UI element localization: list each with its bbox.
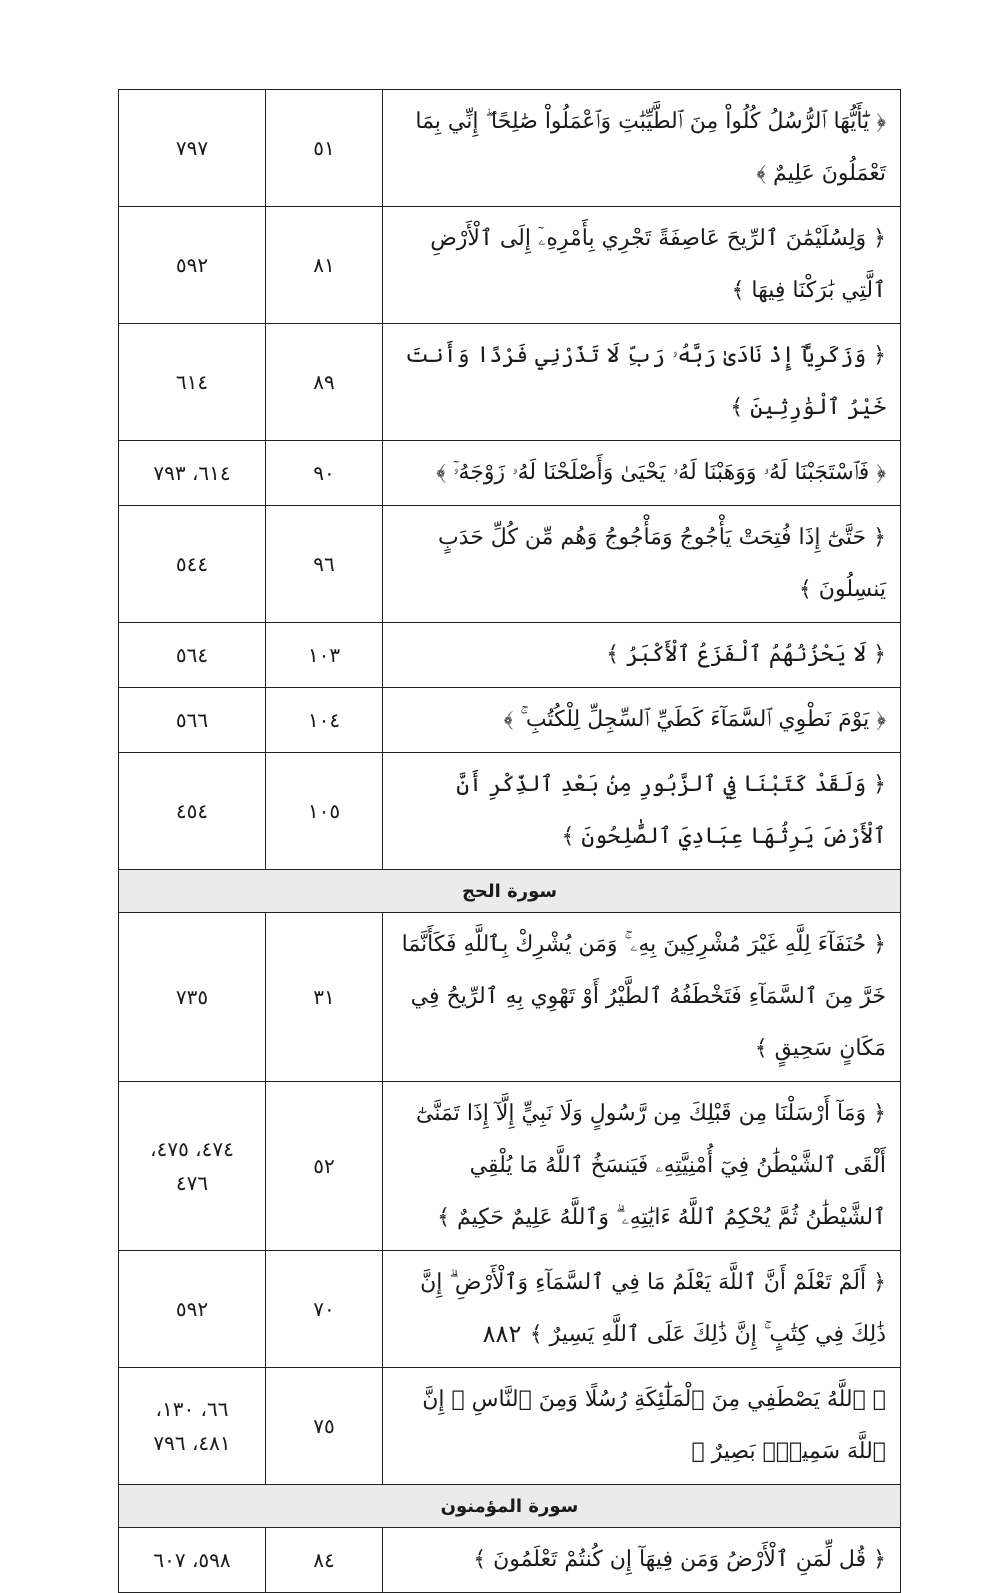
table-row — [119, 1082, 901, 1251]
verse-text: ﴿ يَوْمَ نَطْوِي ٱلسَّمَآءَ كَطَيِّ ٱلسِّجِلِّ لِلْكُتُبِ ۚ ﴾ — [383, 688, 901, 753]
verse-number: ٨٤ — [266, 1528, 383, 1593]
verse-number: ١٠٤ — [266, 688, 383, 753]
verse-number: ٧٥ — [266, 1368, 383, 1485]
page-references: ٦١٤، ٧٩٣ — [119, 441, 266, 506]
verse-number: ٨٩ — [266, 324, 383, 441]
table-row — [119, 506, 901, 623]
verse-index-table — [118, 89, 901, 1593]
page-references: ٥٩٢ — [119, 207, 266, 324]
verse-text: ﴿ حُنَفَآءَ لِلَّهِ غَيْرَ مُشْرِكِينَ بِهِۦ ۚ وَمَن يُشْرِكْ بِٱللَّهِ فَكَأَنَّمَا خَرَّ مِنَ ٱلسَّمَآءِ فَتَخْطَفُهُ ٱلطَّيْرُ أَوْ تَهْوِي بِهِ ٱلرِّيحُ فِي مَكَانٍ سَحِيقٍ ﴾ — [383, 913, 901, 1082]
surah-title: سورة الحج — [119, 870, 901, 913]
table-row — [119, 688, 901, 753]
surah-header-row — [119, 870, 901, 913]
page-references: ٤٥٤ — [119, 753, 266, 870]
surah-header-row — [119, 1485, 901, 1528]
table-row — [119, 623, 901, 688]
verse-text: ﴿ حَتَّىٰٓ إِذَا فُتِحَتْ يَأْجُوجُ وَمَأْجُوجُ وَهُم مِّن كُلِّ حَدَبٍ يَنسِلُونَ ﴾ — [383, 506, 901, 623]
verse-number: ٥١ — [266, 90, 383, 207]
page-references: ٧٣٥ — [119, 913, 266, 1082]
page-references: ٦١٤ — [119, 324, 266, 441]
verse-text: ﴿ يَٰٓأَيُّهَا ٱلرُّسُلُ كُلُواْ مِنَ ٱلطَّيِّبَٰتِ وَٱعْمَلُواْ صَٰلِحًا ۖ إِنِّي بِمَا تَعْمَلُونَ عَلِيمٌ ﴾ — [383, 90, 901, 207]
table-row — [119, 753, 901, 870]
page-references: ٦٦، ١٣٠، ٤٨١، ٧٩٦ — [119, 1368, 266, 1485]
page-references: ٥٦٤ — [119, 623, 266, 688]
table-row — [119, 207, 901, 324]
page-references: ٥٦٦ — [119, 688, 266, 753]
table-row — [119, 1368, 901, 1485]
verse-text: ﴿ وَمَآ أَرْسَلْنَا مِن قَبْلِكَ مِن رَّسُولٍ وَلَا نَبِيٍّ إِلَّآ إِذَا تَمَنَّىٰٓ أَلْقَى ٱلشَّيْطَٰنُ فِيٓ أُمْنِيَّتِهِۦ فَيَنسَخُ ٱللَّهُ مَا يُلْقِي ٱلشَّيْطَٰنُ ثُمَّ يُحْكِمُ ٱللَّهُ ءَايَٰتِهِۦ ۗ وَٱللَّهُ عَلِيمٌ حَكِيمٌ ﴾ — [383, 1082, 901, 1251]
verse-number: ٨١ — [266, 207, 383, 324]
verse-text: ﴿ وَلِسُلَيْمَٰنَ ٱلرِّيحَ عَاصِفَةً تَجْرِي بِأَمْرِهِۦٓ إِلَى ٱلْأَرْضِ ٱلَّتِي بَٰرَكْنَا فِيهَا ﴾ — [383, 207, 901, 324]
table-row — [119, 90, 901, 207]
verse-text: ﴿ فَٱسْتَجَبْنَا لَهُۥ وَوَهَبْنَا لَهُۥ يَحْيَىٰ وَأَصْلَحْنَا لَهُۥ زَوْجَهُۥٓ ﴾ — [383, 441, 901, 506]
page-references: ٤٧٤، ٤٧٥، ٤٧٦ — [119, 1082, 266, 1251]
verse-text: ﴿ لَا يَحْزُنُهُمُ ٱلْفَزَعُ ٱلْأَكْبَرُ ﴾ — [383, 623, 901, 688]
table-row — [119, 441, 901, 506]
verse-number: ٣١ — [266, 913, 383, 1082]
verse-number: ٩٠ — [266, 441, 383, 506]
verse-number: ٥٢ — [266, 1082, 383, 1251]
page-number: ٨٨٢ — [482, 1320, 522, 1348]
table-row — [119, 324, 901, 441]
verse-text: ﴿ وَزَكَرِيَّآ إِذْ نَادَىٰ رَبَّهُۥ رَبِّ لَا تَذَرْنِي فَرْدًا وَأَنتَ خَيْرُ ٱلْوَٰرِثِينَ ﴾ — [383, 324, 901, 441]
page-references: ٥٩٨، ٦٠٧ — [119, 1528, 266, 1593]
verse-number: ٩٦ — [266, 506, 383, 623]
page-references: ٥٤٤ — [119, 506, 266, 623]
verse-number: ١٠٣ — [266, 623, 383, 688]
table-row — [119, 1251, 901, 1368]
table-row — [119, 1528, 901, 1593]
verse-text: ﴿ أَلَمْ تَعْلَمْ أَنَّ ٱللَّهَ يَعْلَمُ مَا فِي ٱلسَّمَآءِ وَٱلْأَرْضِ ۗ إِنَّ ذَٰلِكَ فِي كِتَٰبٍ ۚ إِنَّ ذَٰلِكَ عَلَى ٱللَّهِ يَسِيرٌ ﴾ — [383, 1251, 901, 1368]
page-references: ٧٩٧ — [119, 90, 266, 207]
table-row — [119, 913, 901, 1082]
verse-text: ﴿ ٱللَّهُ يَصْطَفِي مِنَ ٱلْمَلَٰٓئِكَةِ رُسُلًا وَمِنَ ٱلنَّاسِ ۚ إِنَّ ٱللَّهَ سَمِيعٌۢ بَصِيرٌ ﴾ — [383, 1368, 901, 1485]
surah-title: سورة المؤمنون — [119, 1485, 901, 1528]
verse-text: ﴿ قُل لِّمَنِ ٱلْأَرْضُ وَمَن فِيهَآ إِن كُنتُمْ تَعْلَمُونَ ﴾ — [383, 1528, 901, 1593]
verse-number: ٧٠ — [266, 1251, 383, 1368]
page-references: ٥٩٢ — [119, 1251, 266, 1368]
verse-text: ﴿ وَلَقَدْ كَتَبْنَا فِي ٱلزَّبُورِ مِنۢ بَعْدِ ٱلذِّكْرِ أَنَّ ٱلْأَرْضَ يَرِثُهَا عِبَادِيَ ٱلصَّٰلِحُونَ ﴾ — [383, 753, 901, 870]
verse-number: ١٠٥ — [266, 753, 383, 870]
